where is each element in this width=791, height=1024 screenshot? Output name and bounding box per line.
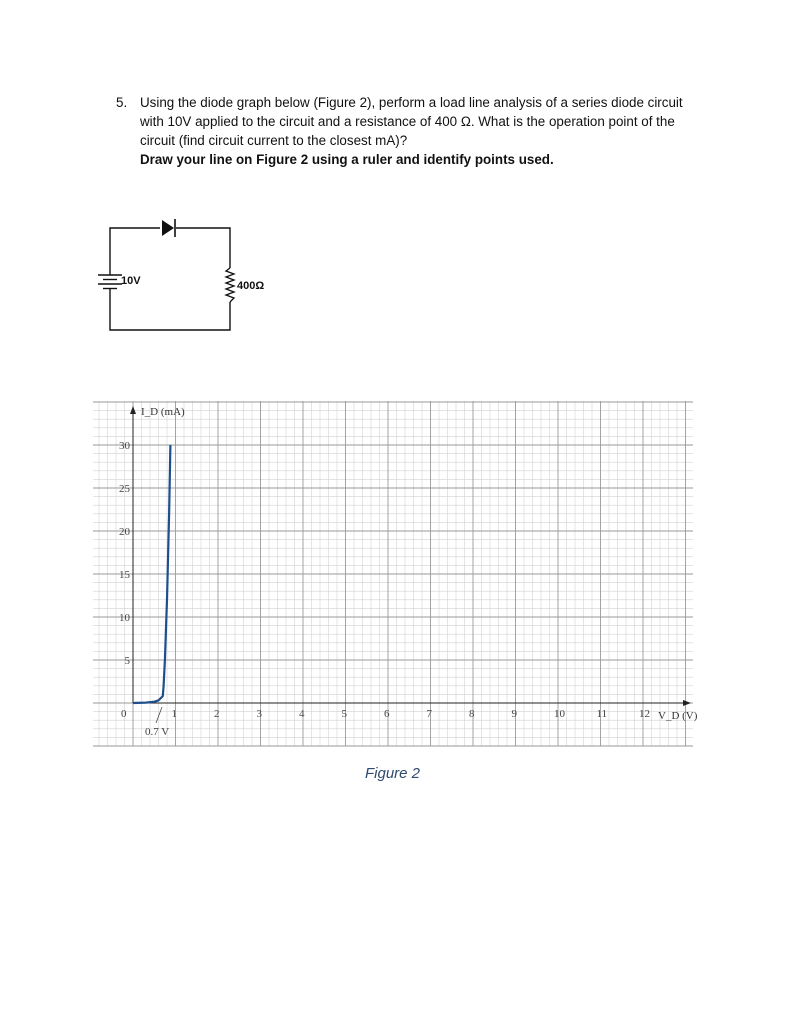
- question-body: [140, 93, 700, 169]
- x-tick-label: 11: [596, 708, 608, 720]
- x-tick-label: 10: [554, 708, 565, 720]
- y-axis-label: I_D (mA): [141, 406, 185, 418]
- y-tick-label: 5: [124, 655, 130, 667]
- diode-characteristic-chart[interactable]: [93, 401, 698, 746]
- x-tick-label: 7: [426, 708, 432, 720]
- resistor-symbol: [226, 268, 234, 302]
- x-tick-label: 2: [214, 708, 220, 720]
- y-tick-label: 25: [119, 483, 130, 495]
- x-axis-label: V_D (V): [658, 710, 698, 722]
- x-tick-label: 0: [121, 708, 127, 720]
- y-tick-label: 20: [119, 526, 130, 538]
- threshold-annotation: 0.7 V: [145, 726, 170, 738]
- diode-symbol: [162, 219, 175, 237]
- circuit-diagram: [90, 210, 265, 340]
- resistor-label: 400Ω: [237, 280, 265, 292]
- y-tick-label: 10: [119, 612, 130, 624]
- x-tick-label: 5: [341, 708, 347, 720]
- source-voltage-label: 10V: [121, 275, 141, 287]
- x-tick-label: 1: [171, 708, 177, 720]
- x-tick-label: 12: [639, 708, 650, 720]
- x-tick-label: 8: [469, 708, 475, 720]
- x-tick-label: 3: [256, 708, 262, 720]
- y-tick-label: 15: [119, 569, 130, 581]
- battery-symbol: [98, 275, 122, 290]
- question-instruction: Draw your line on Figure 2 using a ruler and identify points used.: [140, 152, 554, 167]
- y-tick-label: 30: [119, 440, 130, 452]
- question-text: Using the diode graph below (Figure 2), perform a load line analysis of a series diode circuit with 10V applied to the circuit and a resistance of 400 Ω. What is the operation point of the circuit (find circuit current to the closest mA)?: [140, 95, 683, 148]
- x-tick-label: 9: [511, 708, 517, 720]
- x-tick-label: 4: [299, 708, 305, 720]
- question-number: 5.: [116, 95, 128, 110]
- figure-caption: Figure 2: [365, 765, 421, 782]
- x-tick-label: 6: [384, 708, 390, 720]
